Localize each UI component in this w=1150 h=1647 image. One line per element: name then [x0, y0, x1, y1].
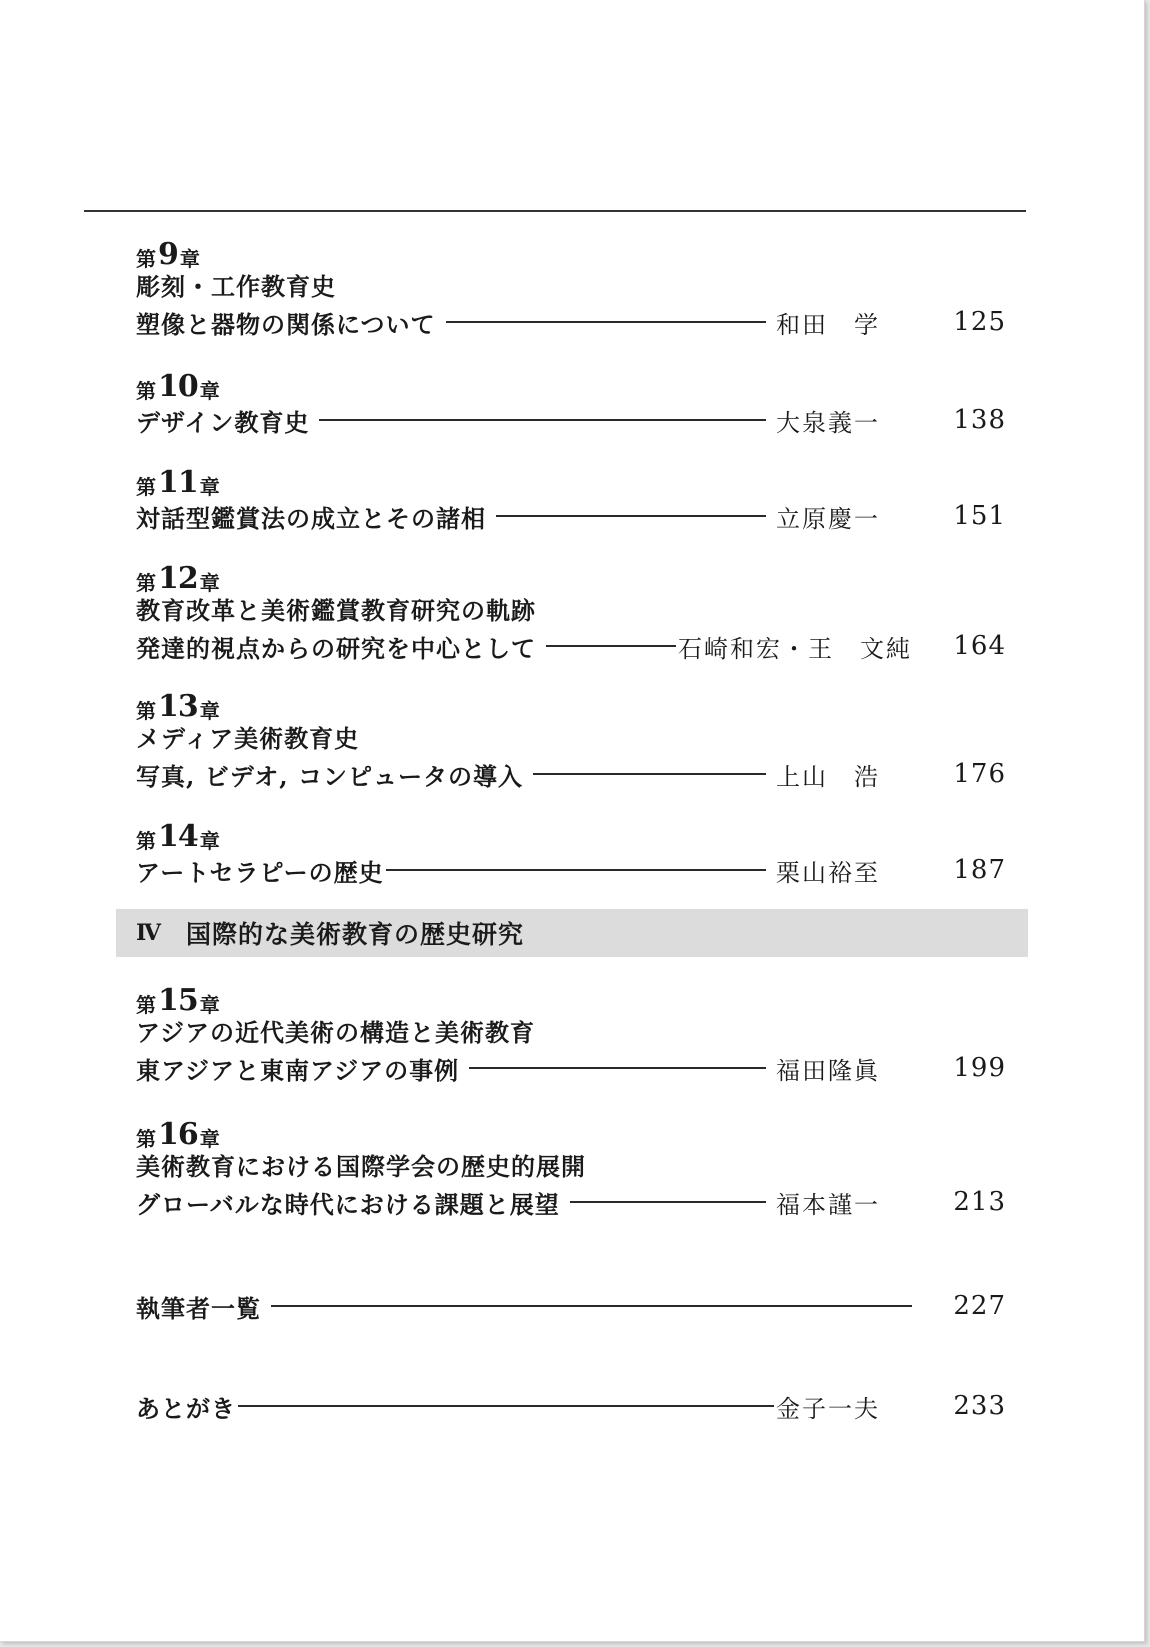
page-number: 151 — [953, 501, 1006, 531]
toc-entry-ch16[interactable] — [136, 1116, 1006, 1220]
page-number: 199 — [953, 1053, 1006, 1083]
page-number: 138 — [953, 405, 1006, 435]
chapter-title: 美術教育における国際学会の歴史的展開 — [136, 1152, 586, 1181]
chapter-subtitle: 東アジアと東南アジアの事例 — [136, 1055, 460, 1085]
leader-line — [570, 1201, 766, 1203]
page-number: 227 — [953, 1291, 1006, 1321]
leader-line — [446, 321, 766, 323]
chapter-number: 10 — [158, 369, 198, 404]
chapter-label: 第 13 章 — [136, 689, 220, 724]
chapter-title: 教育改革と美術鑑賞教育研究の軌跡 — [136, 596, 536, 625]
leader-line — [386, 869, 766, 871]
leader-line — [238, 1405, 774, 1407]
chapter-title: デザイン教育史 — [136, 407, 310, 437]
chapter-number: 9 — [158, 237, 178, 272]
leader-line — [496, 515, 766, 517]
toc-entry-ch11[interactable] — [136, 464, 1006, 534]
chapter-title: アートセラピーの歴史 — [136, 857, 384, 887]
chapter-number: 16 — [158, 1117, 198, 1152]
section-numeral: Ⅳ — [136, 920, 161, 946]
chapter-title: 彫刻・工作教育史 — [136, 272, 336, 301]
author-name: 上山 浩 — [776, 762, 880, 791]
chapter-number: 11 — [158, 465, 198, 500]
page-number: 176 — [953, 759, 1006, 789]
author-name: 金子一夫 — [776, 1394, 880, 1423]
author-name: 栗山裕至 — [776, 858, 880, 887]
chapter-number: 15 — [158, 983, 198, 1018]
page-number: 233 — [953, 1391, 1006, 1421]
toc-entry-ch12[interactable] — [136, 560, 1006, 664]
chapter-label: 第 11 章 — [136, 465, 220, 500]
leader-line — [469, 1067, 766, 1069]
entry-title: あとがき — [136, 1393, 236, 1423]
leader-line — [533, 773, 766, 775]
chapter-label: 第 16 章 — [136, 1117, 220, 1152]
chapter-title: 対話型鑑賞法の成立とその諸相 — [136, 503, 486, 533]
toc-entry-ch9[interactable] — [136, 236, 1006, 340]
page-number: 164 — [953, 631, 1006, 661]
chapter-label: 第 12 章 — [136, 561, 220, 596]
leader-line — [546, 645, 676, 647]
chapter-number: 14 — [158, 819, 198, 854]
chapter-label: 第 9 章 — [136, 237, 200, 272]
author-name: 和田 学 — [776, 310, 880, 339]
page-number: 187 — [953, 855, 1006, 885]
chapter-label: 第 10 章 — [136, 369, 220, 404]
chapter-label: 第 15 章 — [136, 983, 220, 1018]
chapter-subtitle: グローバルな時代における課題と展望 — [136, 1189, 560, 1219]
chapter-subtitle: 塑像と器物の関係について — [136, 309, 436, 339]
page-number: 213 — [953, 1187, 1006, 1217]
author-name: 立原慶一 — [776, 504, 880, 533]
toc-entry-afterword[interactable] — [136, 1388, 1006, 1424]
leader-line — [319, 419, 766, 421]
author-name: 福本謹一 — [776, 1190, 880, 1219]
chapter-title: メディア美術教育史 — [136, 724, 360, 753]
leader-line — [271, 1305, 912, 1307]
chapter-number: 12 — [158, 561, 198, 596]
chapter-subtitle: 写真, ビデオ, コンピュータの導入 — [136, 761, 523, 791]
entry-title: 執筆者一覧 — [136, 1293, 261, 1323]
section-header[interactable] — [116, 909, 1028, 957]
toc-entry-ch14[interactable] — [136, 818, 1006, 888]
chapter-label: 第 14 章 — [136, 819, 220, 854]
author-name: 石崎和宏・王 文純 — [678, 634, 912, 663]
toc-entry-ch13[interactable] — [136, 688, 1006, 792]
author-name: 福田隆眞 — [776, 1056, 880, 1085]
top-rule — [84, 210, 1026, 212]
toc-entry-ch15[interactable] — [136, 982, 1006, 1086]
page-number: 125 — [953, 307, 1006, 337]
toc-entry-contributors[interactable] — [136, 1288, 1006, 1324]
toc-entry-ch10[interactable] — [136, 368, 1006, 438]
author-name: 大泉義一 — [776, 408, 880, 437]
chapter-title: アジアの近代美術の構造と美術教育 — [136, 1018, 536, 1047]
section-title: 国際的な美術教育の歴史研究 — [186, 920, 525, 949]
chapter-subtitle: 発達的視点からの研究を中心として — [136, 633, 536, 663]
chapter-number: 13 — [158, 689, 198, 724]
